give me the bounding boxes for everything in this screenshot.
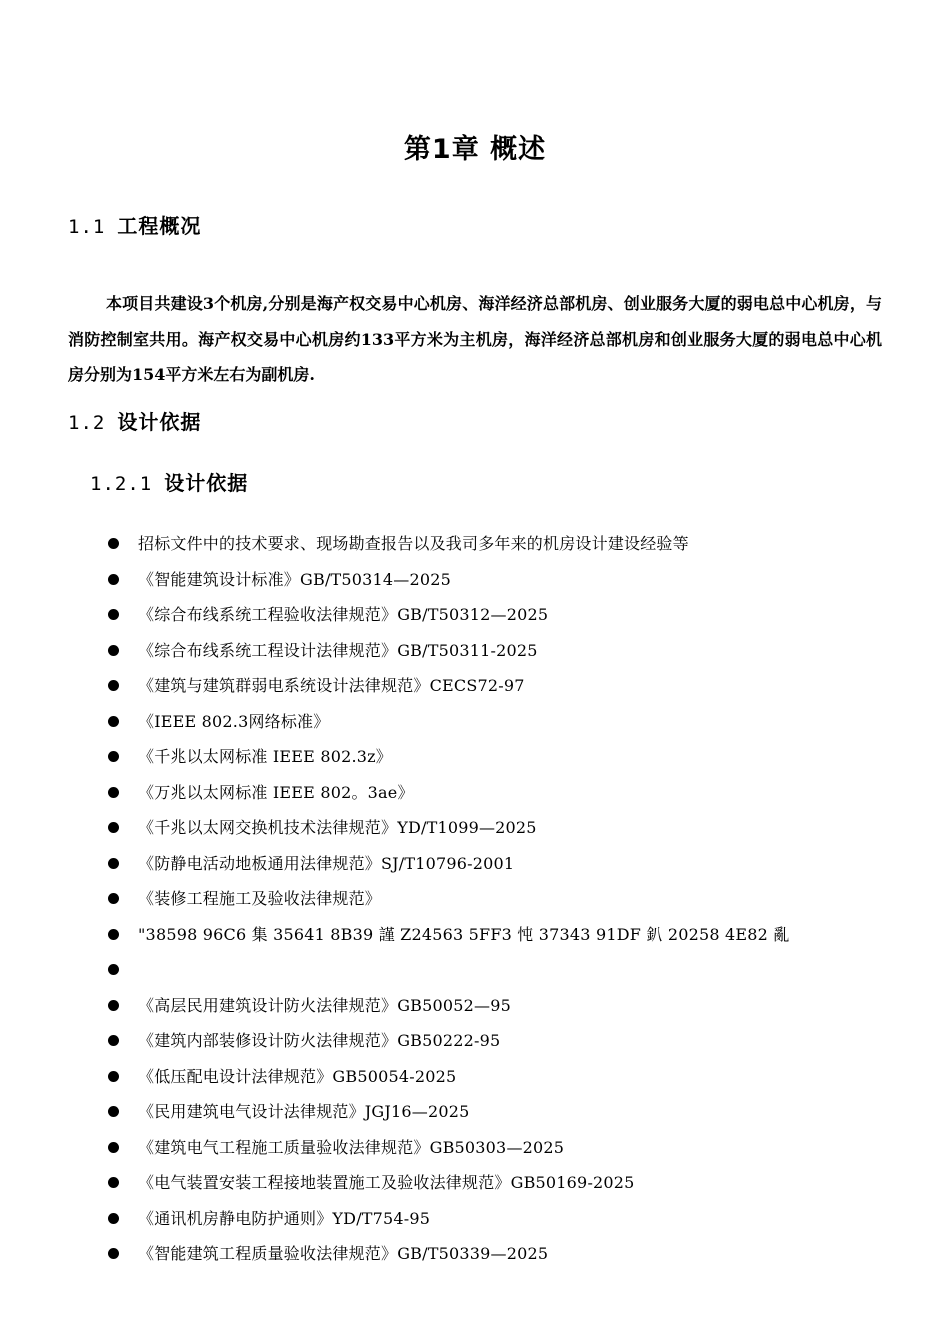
bullet-icon [108,1106,119,1117]
list-item [0,1059,950,1095]
bullet-icon [108,716,119,727]
section-title: 设计依据 [164,471,249,495]
list-item [0,704,950,740]
list-item [0,1094,950,1130]
list-item [0,917,950,953]
list-item-text: 《装修工程施工及验收法律规范》 [138,889,382,908]
bullet-icon [108,574,119,585]
section-number: 1.2.1 [90,473,153,495]
list-item-text: 《建筑内部装修设计防火法律规范》GB50222-95 [138,1031,501,1050]
list-item-text: 《电气装置安装工程接地装置施工及验收法律规范》GB50169-2025 [138,1173,635,1192]
section-number: 1.2 [68,412,106,434]
list-item-text: "38598 96C6 集 35641 8B39 謹 Z24563 5FF3 忳 37343 91DF 釟 20258 4E82 亂 [138,924,790,944]
list-item-text: 《综合布线系统工程验收法律规范》GB/T50312—2025 [138,605,549,624]
bullet-icon [108,680,119,691]
list-item [0,846,950,882]
list-item [0,633,950,669]
bullet-icon [108,645,119,656]
bullet-icon [108,1248,119,1259]
bullet-icon [108,822,119,833]
list-item-text: 《智能建筑设计标准》GB/T50314—2025 [138,569,452,589]
list-item [0,881,950,917]
list-item [0,1023,950,1059]
bullet-icon [108,858,119,869]
list-item [0,597,950,633]
list-item [0,526,950,562]
bullet-icon [108,1177,119,1188]
chapter-title: 第1章 概述 [403,134,547,165]
list-item [0,668,950,704]
list-item [0,1201,950,1237]
list-item [0,739,950,775]
list-item-text: 《综合布线系统工程设计法律规范》GB/T50311-2025 [138,640,538,660]
section-title: 设计依据 [117,410,202,434]
bullet-icon [108,1035,119,1046]
list-item [0,810,950,846]
bullet-icon [108,538,119,549]
list-item-text: 《低压配电设计法律规范》GB50054-2025 [138,1066,457,1086]
list-item-empty [0,952,950,988]
section-heading-1-1 [68,211,201,242]
bullet-icon [108,1000,119,1011]
bullet-icon [108,893,119,904]
list-item-text: 招标文件中的技术要求、现场勘查报告以及我司多年来的机房设计建设经验等 [138,534,689,553]
list-item-text: 《通讯机房静电防护通则》YD/T754-95 [138,1208,431,1228]
list-item-text: 《高层民用建筑设计防火法律规范》GB50052—95 [138,995,511,1015]
list-item-text: 《建筑电气工程施工质量验收法律规范》GB50303—2025 [138,1137,565,1157]
list-item-text: 《防静电活动地板通用法律规范》SJ/T10796-2001 [138,853,515,873]
list-item-text: 《千兆以太网交换机技术法律规范》YD/T1099—2025 [138,818,537,837]
section-number: 1.1 [68,216,106,238]
section-heading-1-2 [68,407,201,438]
section-title: 工程概况 [117,214,202,238]
list-item [0,562,950,598]
overview-paragraph: 本项目共建设3个机房,分别是海产权交易中心机房、海洋经济总部机房、创业服务大厦的弱电总中心机房，与消防控制室共用。海产权交易中心机房约133平方米为主机房，海洋经济总部机房和创业服务大厦的弱电总中心机房分别为154平方米左右为副机房. [68,294,882,384]
list-item-text: 《万兆以太网标准 IEEE 802。3ae》 [138,782,414,802]
design-basis-list [0,526,950,1272]
list-item [0,1130,950,1166]
list-item [0,1165,950,1201]
section-heading-1-2-1 [90,468,248,499]
list-item-text: 《民用建筑电气设计法律规范》JGJ16—2025 [138,1102,470,1121]
list-item-text: 《智能建筑工程质量验收法律规范》GB/T50339—2025 [138,1244,549,1263]
bullet-icon [108,964,119,975]
list-item [0,1236,950,1272]
list-item-text: 《IEEE 802.3网络标准》 [138,711,330,731]
list-item-text: 《建筑与建筑群弱电系统设计法律规范》CECS72-97 [138,676,525,695]
bullet-icon [108,751,119,762]
bullet-icon [108,929,119,940]
list-item [0,988,950,1024]
list-item [0,775,950,811]
bullet-icon [108,609,119,620]
bullet-icon [108,787,119,798]
bullet-icon [108,1213,119,1224]
bullet-icon [108,1071,119,1082]
list-item-text: 《千兆以太网标准 IEEE 802.3z》 [138,747,392,766]
bullet-icon [108,1142,119,1153]
